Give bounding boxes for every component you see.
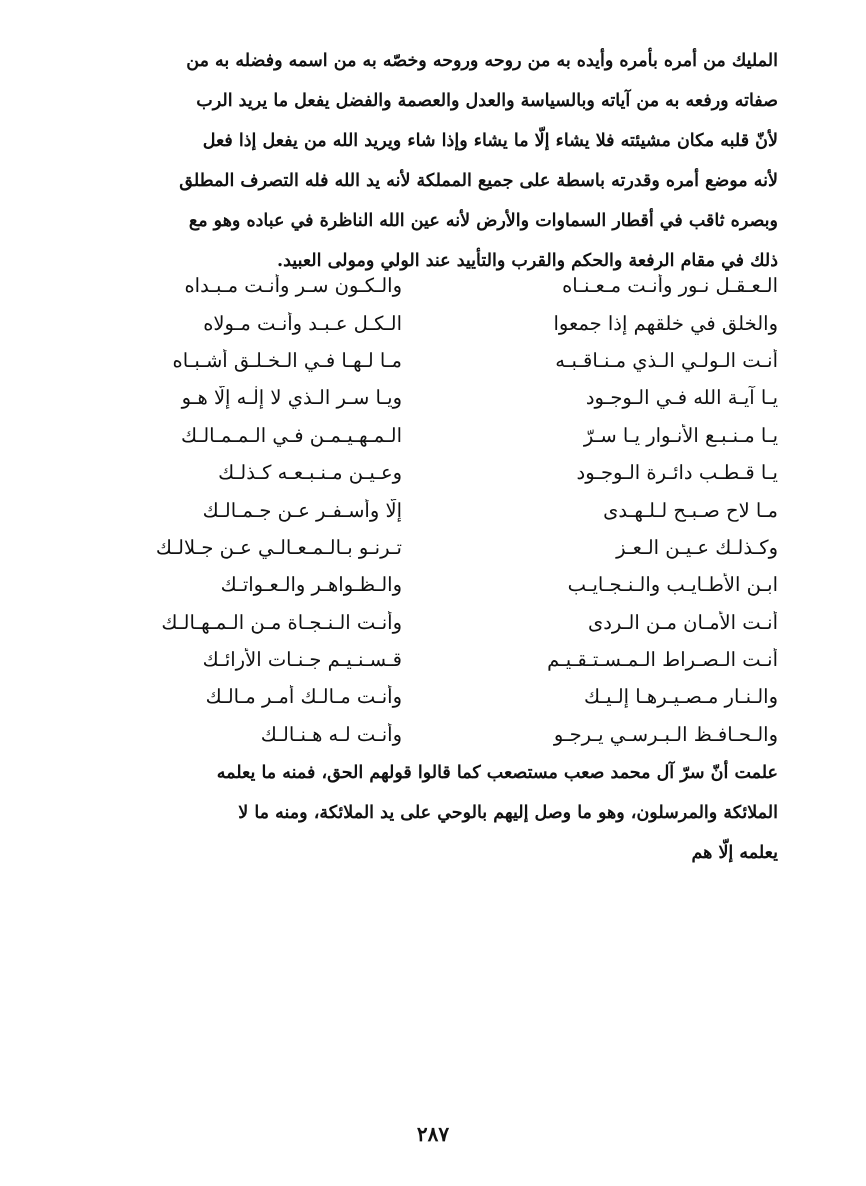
intro-line: لأنّ قلبه مكان مشيئته فلا يشاء إلّا ما يشاء وإذا شاء ويريد الله من يفعل إذا فعل — [202, 131, 778, 151]
poem — [84, 267, 778, 753]
verse-first-hemistich: أنـت الأمـان مـن الـردى — [587, 610, 778, 634]
verse-second-hemistich: مـا لـهـا فـي الـخـلـق أشـبـاه — [172, 348, 402, 372]
intro-line: صفاته ورفعه به من آياته وبالسياسة والعدل والعصمة والفضل يفعل ما يريد الرب — [196, 91, 778, 111]
poem-verse — [84, 417, 778, 454]
verse-first-hemistich: والـحـافـظ الـبـرسـي يـرجـو — [553, 722, 778, 746]
closing-paragraph — [84, 753, 778, 873]
verse-second-hemistich: وأنـت مـالـك أمـر مـالـك — [205, 685, 402, 709]
closing-line: الملائكة والمرسلون، وهو ما وصل إليهم بالوحي على يد الملائكة، ومنه ما لا — [238, 803, 778, 823]
verse-first-hemistich: يـا مـنـبـع الأنـوار يـا سـرّ — [583, 423, 778, 447]
poem-verse — [84, 342, 778, 379]
verse-first-hemistich: والـنـار مـصـيـرهـا إلـيـك — [583, 685, 778, 709]
poem-verse — [84, 529, 778, 566]
verse-second-hemistich: والـكـون سـر وأنـت مـبـداه — [184, 274, 402, 298]
verse-first-hemistich: أنـت الـصـراط الـمـسـتـقـيـم — [547, 648, 778, 672]
poem-verse — [84, 641, 778, 678]
poem-verse — [84, 304, 778, 341]
verse-first-hemistich: أنـت الـولـي الـذي مـنـاقـبـه — [555, 348, 778, 372]
poem-verse — [84, 491, 778, 528]
intro-paragraph — [84, 42, 778, 282]
verse-second-hemistich: ويـا سـر الـذي لا إلٰـه إلّا هـو — [181, 386, 402, 410]
closing-line: علمت أنّ سرّ آل محمد صعب مستصعب كما قالوا قولهم الحق، فمنه ما يعلمه — [216, 763, 778, 783]
poem-verse — [84, 454, 778, 491]
poem-verse — [84, 716, 778, 753]
verse-first-hemistich: مـا لاح صـبـح لـلـهـدى — [603, 498, 778, 522]
poem-verse — [84, 566, 778, 603]
intro-line: المليك من أمره بأمره وأيده به من روحه وروحه وخصّه به من اسمه وفضله به من — [186, 51, 778, 71]
verse-first-hemistich: وكـذلـك عـيـن الـعـز — [616, 535, 778, 559]
page-number: ٢٨٧ — [416, 1122, 450, 1146]
verse-first-hemistich: ابـن الأطـايـب والـنـجـايـب — [567, 573, 778, 597]
verse-first-hemistich: يـا قـطـب دائـرة الـوجـود — [576, 461, 778, 485]
poem-verse — [84, 267, 778, 304]
intro-line: وبصره ثاقب في أقطار السماوات والأرض لأنه عين الله الناظرة في عباده وهو مع — [188, 211, 778, 231]
verse-second-hemistich: وعـيـن مـنـبـعـه كـذلـك — [218, 461, 402, 485]
verse-second-hemistich: قـسـنـيـم جـنـات الأرائـك — [202, 648, 402, 672]
closing-line: يعلمه إلّا هم — [691, 843, 778, 863]
verse-first-hemistich: والخلق في خلقهم إذا جمعوا — [553, 311, 778, 335]
verse-first-hemistich: الـعـقـل نـور وأنـت مـعـنـاه — [562, 274, 778, 298]
verse-second-hemistich: والـظـواهـر والـعـواتـك — [220, 573, 402, 597]
intro-line: لأنه موضع أمره وقدرته باسطة على جميع المملكة لأنه يد الله فله التصرف المطلق — [179, 171, 778, 191]
poem-verse — [84, 379, 778, 416]
poem-verse — [84, 604, 778, 641]
verse-second-hemistich: وأنـت الـنـجـاة مـن الـمـهـالـك — [161, 610, 402, 634]
verse-second-hemistich: إلّا وأسـفـر عـن جـمـالـك — [202, 498, 402, 522]
verse-second-hemistich: تـرنـو بـالـمـعـالـي عـن جـلالـك — [155, 535, 402, 559]
verse-first-hemistich: يـا آيـة الله فـي الـوجـود — [585, 386, 778, 410]
poem-verse — [84, 678, 778, 715]
verse-second-hemistich: الـكـل عـبـد وأنـت مـولاه — [203, 311, 402, 335]
verse-second-hemistich: الـمـهـيـمـن فـي الـمـمـالـك — [181, 423, 402, 447]
intro-line: ذلك في مقام الرفعة والحكم والقرب والتأييد عند الولي ومولى العبيد. — [277, 251, 778, 271]
verse-second-hemistich: وأنـت لـه هـنـالـك — [260, 722, 402, 746]
